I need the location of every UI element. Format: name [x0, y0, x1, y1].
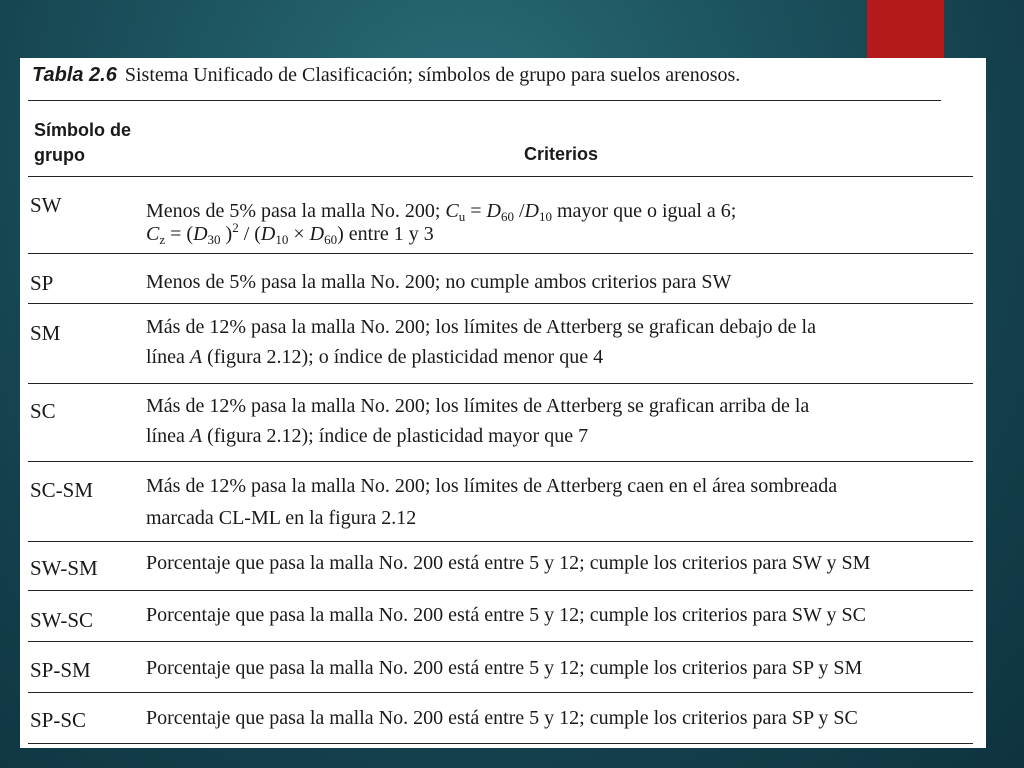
criteria-line: marcada CL-ML en la figura 2.12	[146, 507, 417, 529]
row-rule	[28, 461, 973, 462]
row-symbol: SM	[30, 321, 61, 345]
criteria-line: Más de 12% pasa la malla No. 200; los límites de Atterberg se grafican debajo de la	[146, 316, 816, 338]
header-symbol: Símbolo de grupo	[34, 120, 132, 165]
row-rule	[28, 541, 973, 542]
row-rule	[28, 303, 973, 304]
row-symbol: SW-SM	[30, 556, 98, 580]
table-title: Sistema Unificado de Clasificación; símbolos de grupo para suelos arenosos.	[124, 64, 741, 86]
row-criteria	[146, 703, 858, 733]
row-criteria	[146, 548, 870, 578]
row-symbol: SC-SM	[30, 478, 94, 502]
row-criteria	[146, 653, 862, 683]
criteria-line: Porcentaje que pasa la malla No. 200 está entre 5 y 12; cumple los criterios para SW y SM	[146, 552, 871, 574]
table-label: Tabla 2.6	[32, 64, 117, 86]
row-criteria	[146, 391, 809, 451]
table-page	[20, 58, 986, 748]
row-rule	[28, 641, 973, 642]
row-rule	[28, 692, 973, 693]
criteria-line: Más de 12% pasa la malla No. 200; los límites de Atterberg caen en el área sombreada	[146, 475, 838, 497]
table-caption	[32, 64, 740, 87]
row-criteria	[146, 600, 866, 630]
criteria-line: Porcentaje que pasa la malla No. 200 está entre 5 y 12; cumple los criterios para SW y SC	[146, 604, 866, 626]
criteria-line: línea A (figura 2.12); índice de plasticidad mayor que 7	[146, 425, 589, 447]
criteria-line: Más de 12% pasa la malla No. 200; los límites de Atterberg se grafican arriba de la	[146, 395, 810, 417]
row-symbol: SP-SC	[30, 708, 87, 732]
row-symbol: SP	[30, 271, 54, 295]
row-symbol: SW-SC	[30, 608, 94, 632]
row-rule	[28, 383, 973, 384]
criteria-line: Menos de 5% pasa la malla No. 200; $C_u = D_{60}$ $/D_{10}$ mayor que o igual a 6;	[146, 200, 737, 224]
row-criteria	[146, 312, 816, 372]
row-rule	[28, 743, 973, 744]
caption-rule	[28, 100, 941, 101]
row-rule	[28, 253, 973, 254]
criteria-line: Porcentaje que pasa la malla No. 200 está entre 5 y 12; cumple los criterios para SP y SC	[146, 707, 858, 729]
row-symbol: SW	[30, 193, 62, 217]
row-criteria	[146, 198, 736, 248]
criteria-line: $C_z = (D_{30}$ )$^2 / (D_{10} \times D_{60})$ entre 1 y 3	[146, 220, 434, 247]
accent-block	[867, 0, 944, 58]
row-criteria	[146, 470, 837, 534]
header-rule	[28, 176, 973, 177]
row-symbol: SP-SM	[30, 658, 91, 682]
row-criteria	[146, 267, 731, 297]
criteria-line: Menos de 5% pasa la malla No. 200; no cumple ambos criterios para SW	[146, 271, 732, 293]
header-criteria: Criterios	[524, 144, 599, 164]
row-rule	[28, 590, 973, 591]
row-symbol: SC	[30, 399, 56, 423]
criteria-line: línea A (figura 2.12); o índice de plasticidad menor que 4	[146, 346, 604, 368]
criteria-line: Porcentaje que pasa la malla No. 200 está entre 5 y 12; cumple los criterios para SP y SM	[146, 657, 863, 679]
